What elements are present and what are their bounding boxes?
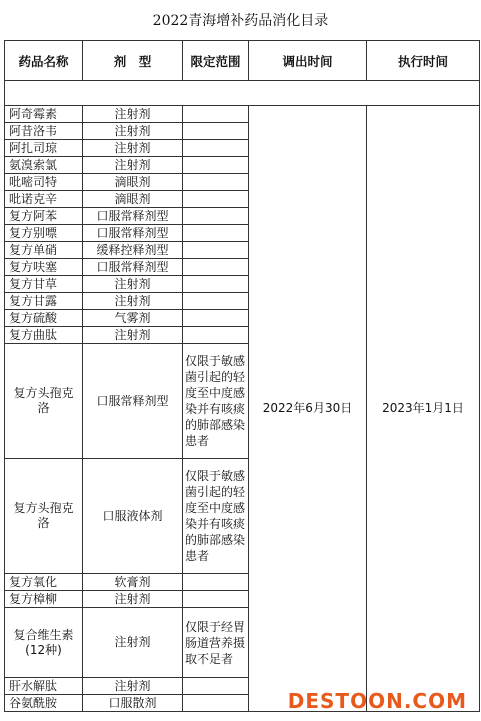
drug-name: 吡嘧司特 [5,174,83,191]
drug-name: 氨溴索氯 [5,157,83,174]
drug-form: 注射剂 [83,276,183,293]
header-form: 剂 型 [83,41,183,81]
drug-scope [183,157,249,174]
drug-scope: 仅限于敏感菌引起的轻度至中度感染并有咳痰的肺部感染患者 [183,459,249,574]
drug-form: 口服常释剂型 [83,225,183,242]
drug-scope [183,259,249,276]
drug-name: 阿昔洛韦 [5,123,83,140]
header-out-date: 调出时间 [249,41,367,81]
drug-form: 软膏剂 [83,574,183,591]
drug-form: 注射剂 [83,140,183,157]
drug-form: 缓释控释剂型 [83,242,183,259]
out-date-cell: 2022年6月30日 [249,106,367,712]
drug-form: 滴眼剂 [83,191,183,208]
drug-name: 复方单硝 [5,242,83,259]
drug-scope [183,242,249,259]
drug-scope [183,106,249,123]
drug-scope: 仅限于经胃肠道营养摄取不足者 [183,608,249,678]
drug-scope [183,678,249,695]
drug-table [4,40,480,712]
drug-name: 复合维生素(12种) [5,608,83,678]
drug-form: 口服散剂 [83,695,183,712]
exec-date-cell: 2023年1月1日 [367,106,480,712]
drug-form: 注射剂 [83,293,183,310]
drug-scope [183,225,249,242]
drug-name: 复方头孢克洛 [5,459,83,574]
drug-scope [183,191,249,208]
drug-name: 阿奇霉素 [5,106,83,123]
drug-form: 注射剂 [83,157,183,174]
drug-form: 口服常释剂型 [83,259,183,276]
drug-form: 注射剂 [83,591,183,608]
drug-scope [183,208,249,225]
drug-name: 复方曲肽 [5,327,83,344]
drug-form: 注射剂 [83,123,183,140]
drug-name: 复方头孢克洛 [5,344,83,459]
header-row [5,41,480,81]
drug-form: 注射剂 [83,608,183,678]
drug-scope [183,293,249,310]
watermark-logo: DESTOON.COM [287,689,467,713]
drug-name: 复方甘草 [5,276,83,293]
drug-form: 气雾剂 [83,310,183,327]
drug-scope [183,276,249,293]
drug-form: 口服液体剂 [83,459,183,574]
drug-scope [183,140,249,157]
header-scope: 限定范围 [183,41,249,81]
drug-form: 注射剂 [83,678,183,695]
drug-form: 注射剂 [83,327,183,344]
drug-name: 复方樟柳 [5,591,83,608]
drug-scope [183,327,249,344]
empty-row [5,81,480,106]
drug-scope: 仅限于敏感菌引起的轻度至中度感染并有咳痰的肺部感染患者 [183,344,249,459]
drug-name: 复方氧化 [5,574,83,591]
drug-form: 口服常释剂型 [83,344,183,459]
drug-name: 复方甘露 [5,293,83,310]
drug-scope [183,695,249,712]
drug-name: 谷氨酰胺 [5,695,83,712]
drug-name: 复方呋塞 [5,259,83,276]
drug-scope [183,574,249,591]
drug-form: 注射剂 [83,106,183,123]
table-row [5,106,480,123]
drug-scope [183,591,249,608]
drug-scope [183,310,249,327]
document-title: 2022青海增补药品消化目录 [152,13,329,29]
drug-name: 复方硫酸 [5,310,83,327]
drug-scope [183,174,249,191]
drug-name: 复方别嘌 [5,225,83,242]
drug-form: 滴眼剂 [83,174,183,191]
header-exec-date: 执行时间 [367,41,480,81]
drug-name: 吡诺克辛 [5,191,83,208]
drug-form: 口服常释剂型 [83,208,183,225]
drug-name: 肝水解肽 [5,678,83,695]
header-name: 药品名称 [5,41,83,81]
drug-scope [183,123,249,140]
empty-cell [5,81,480,106]
drug-name: 复方阿苯 [5,208,83,225]
drug-name: 阿扎司琼 [5,140,83,157]
